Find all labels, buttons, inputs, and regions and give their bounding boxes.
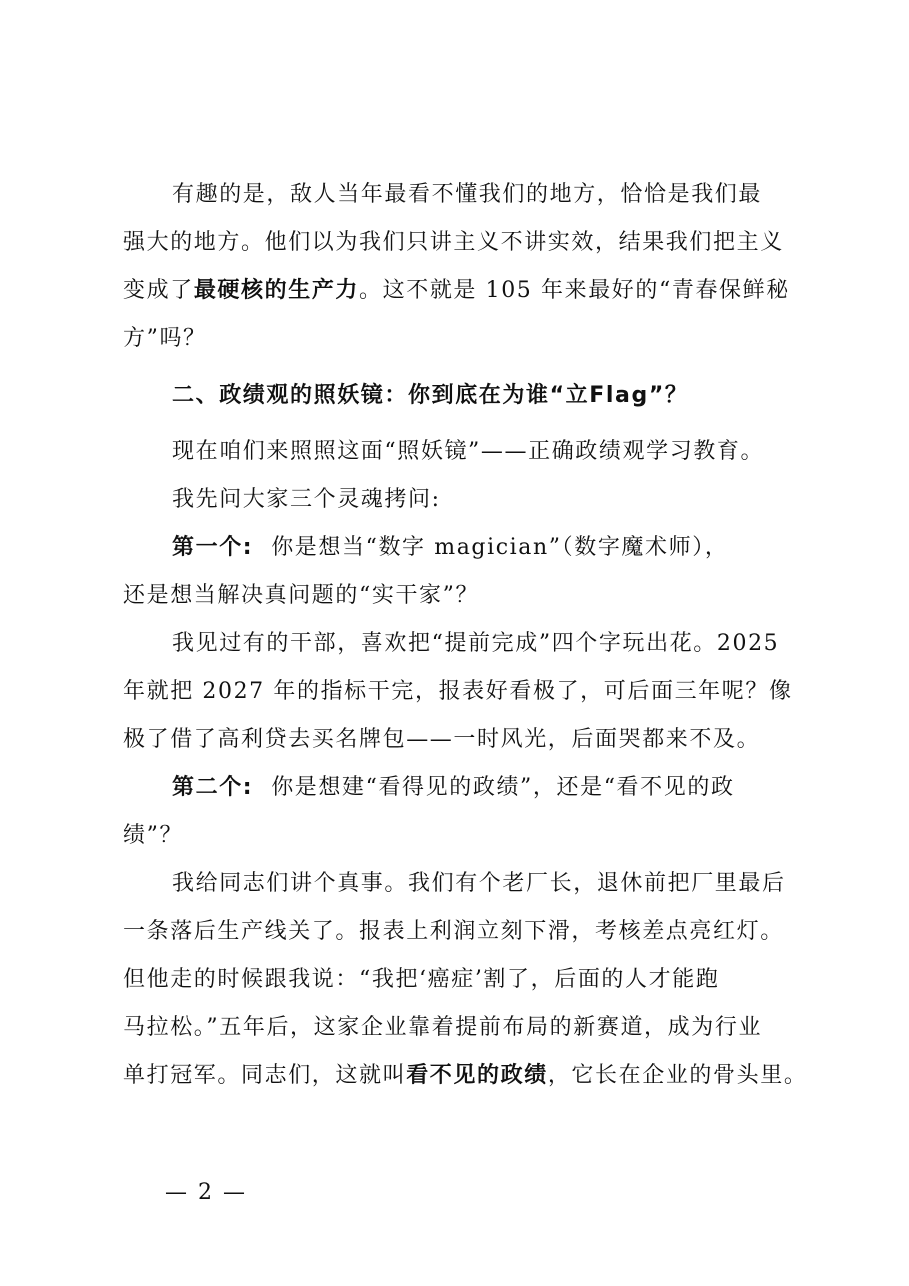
section-heading-2: 二、政绩观的照妖镜：你到底在为谁“立Flag”？ (172, 383, 689, 408)
paragraph-1-line-3-start: 变成了 (123, 278, 194, 303)
paragraph-4-line-2: 一条落后生产线关了。报表上利润立刻下滑，考核差点亮红灯。 (123, 919, 784, 944)
question-2-label: 第二个: (172, 775, 254, 800)
paragraph-4-line-5-end: ，它长在企业的骨头里。 (547, 1063, 808, 1088)
question-2-line-2: 绩”？ (123, 823, 184, 848)
paragraph-4-line-4: 马拉松。”五年后，这家企业靠着提前布局的新赛道，成为行业 (123, 1015, 763, 1040)
question-1-text: 你是想当“数字 magician”（数字魔术师）， (271, 535, 729, 560)
paragraph-1-line-2: 强大的地方。他们以为我们只讲主义不讲实效，结果我们把主义 (123, 230, 784, 255)
question-1-line-2: 还是想当解决真问题的“实干家”？ (123, 583, 480, 608)
paragraph-2-line-1: 现在咱们来照照这面“照妖镜”——正确政绩观学习教育。 (172, 439, 765, 464)
question-1-line-1 (172, 533, 852, 563)
paragraph-1-line-1: 有趣的是，敌人当年最看不懂我们的地方，恰恰是我们最 (172, 182, 763, 207)
paragraph-1-line-4: 方”吗？ (123, 326, 207, 351)
paragraph-4-line-5 (123, 1061, 808, 1091)
emphasis-hardcore-productivity: 最硬核的生产力 (193, 278, 360, 303)
page-number: — 2 — (165, 1180, 247, 1205)
question-2-text: 你是想建“看得见的政绩”，还是“看不见的政 (271, 775, 735, 800)
question-2-line-1 (172, 773, 852, 803)
emphasis-invisible-achievements: 看不见的政绩 (406, 1063, 548, 1088)
paragraph-4-line-3: 但他走的时候跟我说：“我把‘癌症’割了，后面的人才能跑 (123, 967, 720, 992)
paragraph-1-line-3-end: 。这不就是 105 年来最好的“青春保鲜秘 (359, 278, 790, 303)
paragraph-3-line-2: 年就把 2027 年的指标干完，报表好看极了，可后面三年呢？像 (123, 679, 793, 704)
paragraph-3-line-3: 极了借了高利贷去买名牌包——一时风光，后面哭都来不及。 (123, 727, 761, 752)
paragraph-4-line-5-start: 单打冠军。同志们，这就叫 (123, 1063, 407, 1088)
paragraph-1-line-3 (123, 276, 803, 306)
paragraph-2-line-2: 我先问大家三个灵魂拷问: (172, 487, 441, 512)
paragraph-4-line-1: 我给同志们讲个真事。我们有个老厂长，退休前把厂里最后 (172, 871, 786, 896)
question-1-label: 第一个: (172, 535, 254, 560)
paragraph-3-line-1: 我见过有的干部，喜欢把“提前完成”四个字玩出花。2025 (172, 631, 780, 656)
